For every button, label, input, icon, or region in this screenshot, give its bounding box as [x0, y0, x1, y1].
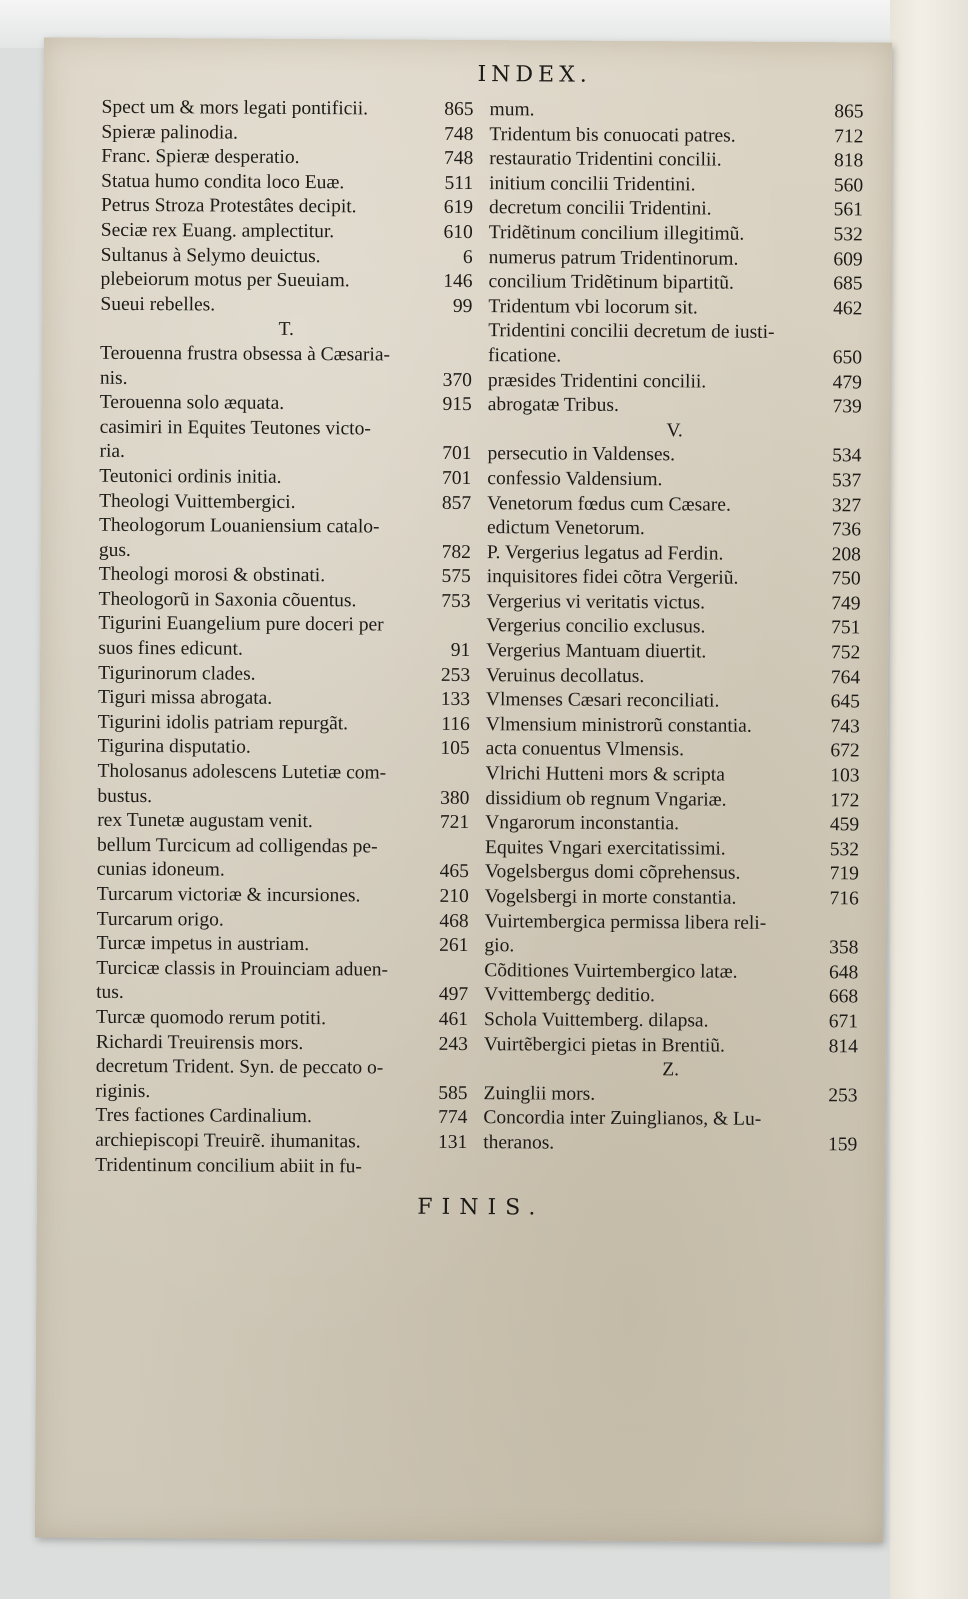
entry-page-number: 619 [443, 197, 474, 219]
entry-text: Vuirtembergica permissa libera reli- [484, 910, 767, 934]
index-entry [484, 959, 858, 986]
index-entry [97, 809, 469, 836]
entry-text: Theologorũ in Saxonia cõuentus. [98, 588, 357, 612]
entry-text: P. Vergerius legatus ad Ferdin. [486, 541, 724, 565]
entry-page-number: 146 [443, 271, 473, 293]
index-column-left [95, 96, 474, 1180]
entry-text: rex Tunetæ augustam venit. [97, 809, 313, 833]
entry-text: Tigurinorum clades. [98, 662, 256, 685]
entry-text: Vogelsbergus domi cõprehensus. [484, 861, 741, 885]
index-entry [101, 145, 473, 172]
entry-text: numerus patrum Tridentinorum. [488, 246, 739, 270]
index-entry [483, 1082, 857, 1109]
entry-text: inquisitores fidei cõtra Vergeriũ. [486, 566, 739, 589]
entry-text: Richardi Treuirensis mors. [95, 1031, 304, 1054]
index-entry [487, 492, 861, 519]
entry-page-number: 814 [828, 1035, 858, 1057]
entry-page-number: 818 [833, 150, 864, 172]
entry-page-number: 459 [829, 814, 860, 836]
entry-page-number [465, 516, 471, 541]
entry-page-number: 261 [439, 935, 469, 957]
index-entry [101, 219, 473, 246]
index-entry [96, 932, 468, 959]
entry-page-number: 468 [439, 910, 469, 932]
entry-page-number: 609 [833, 248, 863, 270]
index-entry [484, 983, 858, 1010]
entry-text: casimiri in Equites Teutones victo- [99, 416, 371, 440]
entry-text: edictum Venetorum. [486, 517, 645, 540]
index-entry [101, 170, 473, 197]
entry-text: Tridentum vbi locorum sit. [488, 295, 698, 319]
entry-text: præsides Tridentini concilii. [487, 369, 707, 392]
entry-text: Turcicæ classis in Prouinciam aduen- [96, 957, 389, 981]
entry-text: gio. [484, 935, 515, 957]
entry-page-number [464, 614, 470, 639]
entry-text: Cõditiones Vuirtembergico latæ. [484, 959, 738, 983]
entry-page-number: 753 [441, 590, 471, 612]
entry-page-number [463, 762, 469, 787]
entry-page-number: 358 [829, 937, 859, 959]
finis-footer: FINIS. [417, 1194, 545, 1221]
index-entry [100, 293, 472, 320]
entry-text: Vngarorum inconstantia. [485, 812, 680, 835]
index-entry [489, 98, 863, 125]
entry-text: Vlmenses Cæsari reconciliati. [485, 689, 720, 712]
entry-page-number: 650 [832, 347, 863, 369]
entry-page-number: 532 [829, 839, 860, 861]
index-entry [100, 391, 472, 418]
index-entry [99, 440, 471, 467]
entry-text: Turcæ quomodo rerum potiti. [95, 1006, 327, 1030]
entry-text: decretum concilii Tridentini. [488, 197, 712, 220]
index-entry [98, 686, 470, 713]
index-entry [96, 981, 468, 1008]
entry-page-number: 774 [438, 1107, 468, 1129]
entry-page-number: 116 [441, 713, 470, 735]
entry-page-number: 668 [828, 986, 859, 1008]
entry-page-number [461, 1156, 467, 1181]
entry-text: confessio Valdensium. [487, 468, 663, 491]
entry-page-number: 253 [828, 1084, 858, 1107]
entry-text: abrogatæ Tribus. [487, 394, 619, 417]
entry-text: Teutonici ordinis initia. [99, 465, 282, 488]
index-entry [488, 295, 862, 322]
index-entry [488, 369, 862, 396]
entry-page-number: 461 [438, 1008, 469, 1030]
entry-page-number: 671 [828, 1011, 859, 1033]
entry-page-number: 752 [830, 642, 861, 664]
index-column-right [483, 98, 863, 1158]
index-entry [485, 910, 859, 937]
entry-text: initium concilii Tridentini. [489, 172, 696, 196]
entry-text: cunias idoneum. [96, 859, 225, 881]
entry-page-number: 716 [829, 888, 859, 910]
entry-page-number: 764 [830, 666, 861, 689]
entry-text: theranos. [483, 1132, 555, 1154]
section-letter: Z. [662, 1059, 680, 1081]
index-entry [96, 1055, 468, 1082]
index-entry [95, 1153, 467, 1180]
entry-page-number: 208 [831, 543, 861, 566]
entry-text: ficatione. [488, 345, 562, 367]
entry-page-number: 857 [441, 492, 472, 514]
entry-text: ria. [99, 441, 125, 463]
index-entry [485, 861, 859, 888]
entry-page-number: 748 [444, 123, 474, 145]
entry-page-number: 751 [831, 617, 861, 639]
index-entry [485, 762, 859, 789]
index-entry [98, 637, 470, 664]
entry-text: nis. [99, 367, 128, 389]
entry-text: Tholosanus adolescens Lutetiæ com- [97, 760, 387, 784]
index-entry [489, 221, 863, 248]
entry-text: Veruinus decollatus. [486, 664, 645, 687]
index-entry [98, 711, 470, 738]
entry-text: Vogelsbergi in morte constantia. [484, 886, 737, 909]
index-entry [95, 1129, 467, 1156]
index-entry [95, 1079, 467, 1106]
entry-text: riginis. [95, 1080, 151, 1102]
index-entry [489, 197, 863, 224]
index-entry [486, 664, 860, 691]
index-entry [99, 465, 471, 492]
entry-page-number: 497 [438, 984, 469, 1006]
entry-page-number: 721 [439, 812, 470, 834]
entry-page-number: 645 [830, 691, 861, 713]
entry-text: Vergerius concilio exclusus. [486, 615, 706, 638]
index-entry [100, 268, 472, 295]
entry-page-number: 103 [830, 765, 860, 787]
index-entry [97, 858, 469, 885]
entry-page-number: 243 [438, 1033, 468, 1055]
entry-text: decretum Trident. Syn. de peccato o- [95, 1055, 384, 1079]
entry-text: Tridentum bis conuocati patres. [489, 123, 736, 147]
entry-text: Spieræ palinodia. [101, 121, 238, 144]
index-entry [485, 885, 859, 912]
index-entry [99, 563, 471, 590]
entry-text: Terouenna solo æquata. [99, 391, 285, 415]
index-entry [485, 811, 859, 838]
entry-text: plebeiorum motus per Sueuiam. [100, 268, 350, 292]
index-entry [101, 120, 473, 147]
entry-text: Seciæ rex Euang. amplectitur. [100, 219, 335, 243]
entry-page-number: 534 [832, 445, 862, 467]
entry-text: Equites Vngari exercitatissimi. [485, 836, 726, 860]
entry-page-number [851, 1109, 857, 1134]
entry-text: Schola Vuittemberg. dilapsa. [483, 1009, 709, 1032]
entry-text: Theologi morosi & obstinati. [98, 564, 326, 587]
section-letter: T. [278, 319, 294, 341]
entry-page-number: 701 [442, 467, 472, 489]
entry-text: Tigurini idolis patriam repurgãt. [97, 711, 349, 735]
entry-page-number: 701 [442, 443, 472, 465]
entry-text: bustus. [97, 785, 153, 807]
entry-page-number: 685 [833, 273, 863, 295]
entry-text: tus. [96, 982, 124, 1004]
entry-text: Zuinglii mors. [483, 1082, 596, 1105]
entry-text: Vlrichi Hutteni mors & scripta [485, 763, 725, 786]
entry-page-number: 585 [438, 1082, 468, 1104]
entry-page-number: 133 [440, 689, 471, 711]
index-entry [96, 1030, 468, 1057]
entry-page-number: 465 [439, 861, 469, 883]
entry-text: Tigurini Euangelium pure doceri per [98, 613, 384, 636]
index-entry [96, 957, 468, 984]
entry-page-number: 537 [832, 470, 862, 492]
book-page [35, 37, 892, 1542]
entry-text: Vlmensium ministrorũ constantia. [485, 713, 752, 737]
index-entry [483, 1131, 857, 1158]
entry-text: Tiguri missa abrogata. [97, 687, 273, 710]
entry-page-number: 511 [444, 172, 474, 194]
index-entry [101, 194, 473, 221]
entry-text: Petrus Stroza Protestâtes decipit. [100, 195, 357, 218]
entry-text: Turcæ impetus in austriam. [96, 932, 310, 956]
entry-text: Theologorum Louaniensium catalo- [98, 514, 380, 538]
index-entry [97, 907, 469, 934]
entry-page-number: 648 [828, 962, 859, 984]
index-entry [489, 123, 863, 150]
entry-text: Turcarum victoriæ & incursiones. [96, 883, 361, 907]
entry-text: Sultanus à Selymo deuictus. [100, 244, 321, 267]
entry-text: Tridẽtinum concilium illegitimũ. [488, 222, 745, 245]
index-entry [100, 342, 472, 369]
index-entry [99, 489, 471, 516]
entry-page-number: 736 [831, 519, 862, 541]
entry-text: Concordia inter Zuinglianos, & Lu- [483, 1107, 762, 1131]
index-entry [486, 688, 860, 715]
index-entry [486, 615, 860, 642]
entry-page-number: 532 [833, 224, 863, 246]
entry-text: archiepiscopi Treuirẽ. ihumanitas. [95, 1129, 361, 1153]
index-entry [97, 883, 469, 910]
entry-text: Tigurina disputatio. [97, 736, 251, 759]
entry-page-number [466, 418, 472, 443]
entry-text: gus. [98, 539, 131, 561]
index-entry [484, 1008, 858, 1035]
entry-page-number: 105 [440, 738, 470, 760]
entry-text: Venetorum fœdus cum Cæsare. [487, 492, 731, 516]
index-entry [487, 442, 861, 469]
index-entry [99, 514, 471, 541]
index-entry [100, 415, 472, 442]
entry-page-number: 915 [442, 393, 472, 416]
index-entry [486, 639, 860, 666]
entry-text: Vvittembergç deditio. [484, 984, 656, 1007]
index-entry [95, 1104, 467, 1131]
entry-text: Franc. Spieræ desperatio. [101, 145, 300, 169]
entry-page-number: 561 [833, 199, 864, 221]
entry-text: Vuirtẽbergici pietas in Brentiũ. [483, 1033, 726, 1057]
index-entry [488, 393, 862, 420]
entry-page-number [856, 322, 862, 347]
adjacent-page-edge [890, 0, 968, 1599]
index-entry [489, 172, 863, 199]
index-entry [98, 588, 470, 615]
entry-page-number: 749 [831, 593, 861, 615]
entry-page-number: 865 [834, 101, 864, 123]
entry-page-number: 172 [830, 789, 860, 812]
index-entry [488, 319, 862, 346]
index-entry [486, 738, 860, 765]
entry-page-number: 575 [441, 566, 471, 588]
entry-text: Tridentini concilii decretum de iusti- [488, 320, 775, 344]
entry-page-number: 6 [462, 246, 473, 268]
section-letter: V. [666, 419, 683, 442]
entry-text: Sueui rebelles. [100, 293, 216, 316]
index-entry [487, 565, 861, 592]
entry-text: Theologi Vuittembergici. [99, 490, 296, 513]
index-entry [489, 147, 863, 174]
index-entry [484, 934, 858, 961]
page-header: INDEX. [477, 62, 592, 88]
index-entry [102, 96, 474, 123]
index-entry [98, 612, 470, 639]
entry-page-number: 479 [832, 371, 862, 393]
index-entry [488, 344, 862, 371]
entry-page-number: 739 [832, 396, 862, 418]
entry-page-number: 610 [443, 221, 473, 244]
index-entry [101, 243, 473, 270]
entry-text: mum. [489, 99, 535, 121]
entry-page-number: 370 [442, 369, 472, 391]
entry-text: suos fines edicunt. [98, 637, 243, 660]
entry-page-number: 159 [827, 1134, 858, 1156]
entry-page-number: 719 [829, 863, 859, 885]
index-entry [99, 538, 471, 565]
index-entry [486, 713, 860, 740]
entry-text: Terouenna frustra obsessa à Cæsaria- [100, 342, 391, 366]
index-entry [489, 246, 863, 273]
entry-page-number: 743 [830, 716, 860, 738]
entry-text: Spect um & mors legati pontificii. [101, 96, 369, 120]
entry-text: Vergerius vi veritatis victus. [486, 590, 706, 614]
index-entry [485, 836, 859, 863]
entry-page-number: 560 [833, 175, 864, 197]
entry-page-number: 327 [831, 494, 862, 516]
entry-page-number: 750 [831, 568, 861, 590]
index-entry [487, 516, 861, 543]
index-entry [483, 1106, 857, 1133]
entry-page-number: 865 [444, 98, 474, 121]
entry-page-number: 712 [834, 125, 864, 148]
entry-text: Vergerius Mantuam diuertit. [486, 640, 707, 663]
entry-page-number: 91 [450, 639, 471, 662]
entry-text: persecutio in Valdenses. [487, 443, 676, 466]
index-entry [486, 590, 860, 617]
index-entry [100, 366, 472, 393]
index-entry [485, 787, 859, 814]
entry-page-number [463, 836, 469, 861]
entry-text: concilium Tridẽtinum bipartitũ. [488, 271, 734, 294]
index-entry [488, 270, 862, 297]
entry-page-number: 99 [452, 295, 473, 317]
entry-text: dissidium ob regnum Vngariæ. [485, 787, 727, 811]
entry-page-number [466, 344, 472, 369]
entry-page-number: 748 [443, 148, 474, 170]
index-entry [97, 834, 469, 861]
entry-page-number: 672 [830, 740, 860, 762]
index-entry [97, 784, 469, 811]
entry-text: bellum Turcicum ad colligendas pe- [97, 834, 378, 858]
entry-text: Statua humo condita loco Euæ. [101, 170, 345, 194]
entry-text: Tridentinum concilium abiit in fu- [95, 1154, 363, 1177]
entry-page-number: 210 [439, 885, 469, 908]
entry-page-number: 782 [441, 541, 471, 563]
entry-text: Tres factiones Cardinalium. [95, 1105, 312, 1128]
entry-page-number: 131 [437, 1131, 468, 1153]
entry-page-number [853, 912, 859, 937]
entry-text: Turcarum origo. [96, 908, 224, 931]
entry-page-number: 253 [440, 664, 471, 686]
index-entry [97, 760, 469, 787]
index-entry [98, 661, 470, 688]
index-entry [487, 467, 861, 494]
entry-text: restauratio Tridentini concilii. [489, 148, 722, 171]
index-entry [96, 1006, 468, 1033]
entry-page-number: 380 [440, 787, 470, 809]
entry-page-number [462, 1057, 468, 1082]
entry-page-number: 462 [833, 297, 863, 320]
entry-text: acta conuentus Vlmensis. [485, 738, 685, 761]
index-entry [487, 541, 861, 568]
index-entry [484, 1033, 858, 1060]
index-entry [98, 735, 470, 762]
entry-page-number [462, 959, 468, 984]
